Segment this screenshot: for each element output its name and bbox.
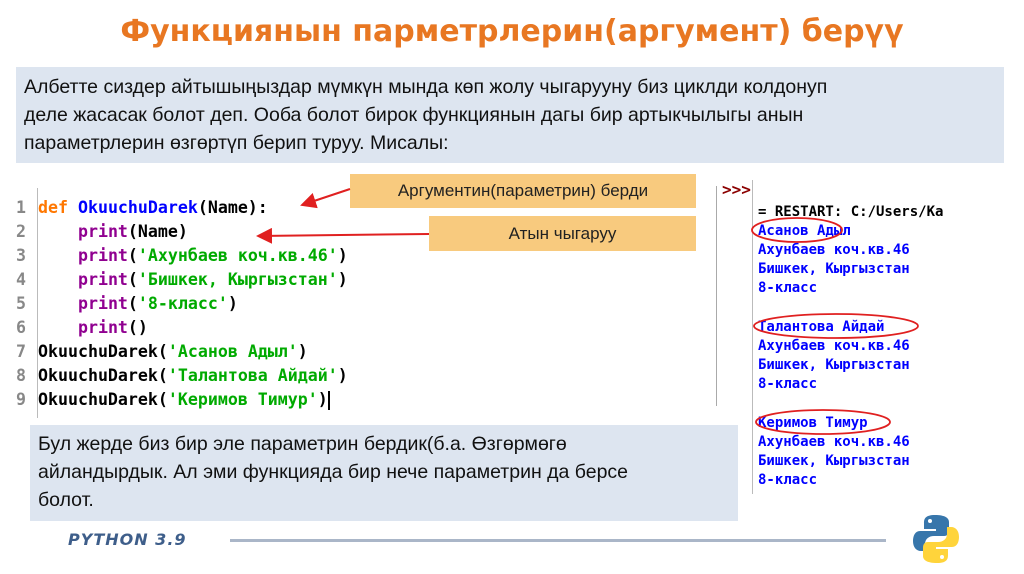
line-number: 7: [16, 342, 26, 361]
shell-output-line: 8-класс: [758, 472, 818, 488]
shell-output-line: Керимов Тимур: [758, 415, 868, 431]
string-literal: 'Керимов Тимур': [167, 390, 318, 409]
highlight-ellipse-icon: [752, 218, 842, 242]
arrow-icon: [258, 234, 429, 236]
shell-prompt: >>>: [722, 180, 751, 199]
function-call: OkuuchuDarek: [38, 342, 158, 361]
shell-output-line: Талантова Айдай: [758, 319, 885, 335]
line-number: 4: [16, 270, 26, 289]
intro-line: Албетте сиздер айтышыңыздар мүмкүн мында көп жолу чыгарууну биз циклди колдонуп: [24, 76, 828, 98]
builtin-print: print: [77, 222, 128, 241]
arrow-icon: [302, 189, 350, 205]
builtin-print: print: [77, 318, 128, 337]
shell-output-line: 8-класс: [758, 280, 818, 296]
shell-restart-line: = RESTART: C:/Users/Ka: [758, 204, 944, 220]
shell-output-line: Асанов Адыл: [758, 223, 851, 239]
page-title: Функциянын парметрлерин(аргумент) берүү: [120, 14, 904, 49]
highlight-ellipse-icon: [754, 314, 918, 338]
footer-divider: [230, 539, 886, 542]
keyword-def: def: [38, 198, 78, 217]
callout-argument: Аргументин(параметрин) берди: [350, 174, 696, 208]
line-number: 5: [16, 294, 26, 313]
builtin-print: print: [77, 270, 128, 289]
line-number: 6: [16, 318, 26, 337]
line-number: 1: [16, 198, 26, 217]
shell-output-line: 8-класс: [758, 376, 818, 392]
intro-line: деле жасасак болот деп. Ооба болот бирок функциянын дагы бир артыкчылыгы анын: [24, 104, 804, 126]
shell-output-line: Ахунбаев коч.кв.46: [758, 434, 910, 450]
intro-line: параметрлерин өзгөртүп берип туруу. Мисалы:: [24, 132, 449, 154]
parameter-list: (Name):: [197, 198, 268, 217]
string-literal: '8-класс': [137, 294, 228, 313]
note-line: болот.: [38, 489, 94, 511]
code-line-5: 5 print('8-класс'): [16, 292, 238, 316]
function-call: OkuuchuDarek: [38, 366, 158, 385]
callout-print-name: Атын чыгаруу: [429, 216, 696, 251]
shell-output-line: Ахунбаев коч.кв.46: [758, 338, 910, 354]
string-literal: 'Ахунбаев коч.кв.46': [137, 246, 338, 265]
line-number: 2: [16, 222, 26, 241]
line-number: 3: [16, 246, 26, 265]
code-line-8: 8 OkuuchuDarek('Талантова Айдай'): [16, 364, 348, 388]
python-version-logo: PYTHON 3.9: [68, 530, 187, 549]
print-args: (Name): [127, 222, 188, 241]
note-line: Бул жерде биз бир эле параметрин бердик(б.а. Өзгөрмөгө: [38, 433, 567, 455]
shell-output-line: Бишкек, Кыргызстан: [758, 261, 910, 277]
note-line: айландырдык. Ал эми функцияда бир нече параметрин да берсе: [38, 461, 629, 483]
shell-output-line: Ахунбаев коч.кв.46: [758, 242, 910, 258]
highlight-ellipse-icon: [756, 410, 890, 434]
line-number: 9: [16, 390, 26, 409]
line-number: 8: [16, 366, 26, 385]
string-literal: 'Асанов Адыл': [167, 342, 298, 361]
code-line-7: 7 OkuuchuDarek('Асанов Адыл'): [16, 340, 308, 364]
string-literal: 'Бишкек, Кыргызстан': [137, 270, 338, 289]
code-line-4: 4 print('Бишкек, Кыргызстан'): [16, 268, 348, 292]
builtin-print: print: [77, 246, 128, 265]
shell-output-line: Бишкек, Кыргызстан: [758, 453, 910, 469]
builtin-print: print: [77, 294, 128, 313]
code-line-3: 3 print('Ахунбаев коч.кв.46'): [16, 244, 348, 268]
string-literal: 'Талантова Айдай': [167, 366, 338, 385]
python-logo-icon: [912, 513, 960, 565]
function-name: OkuuchuDarek: [77, 198, 198, 217]
print-args: (): [127, 318, 148, 337]
shell-output-line: Бишкек, Кыргызстан: [758, 357, 910, 373]
code-line-9: 9 OkuuchuDarek('Керимов Тимур'): [16, 388, 330, 412]
function-call: OkuuchuDarek: [38, 390, 158, 409]
